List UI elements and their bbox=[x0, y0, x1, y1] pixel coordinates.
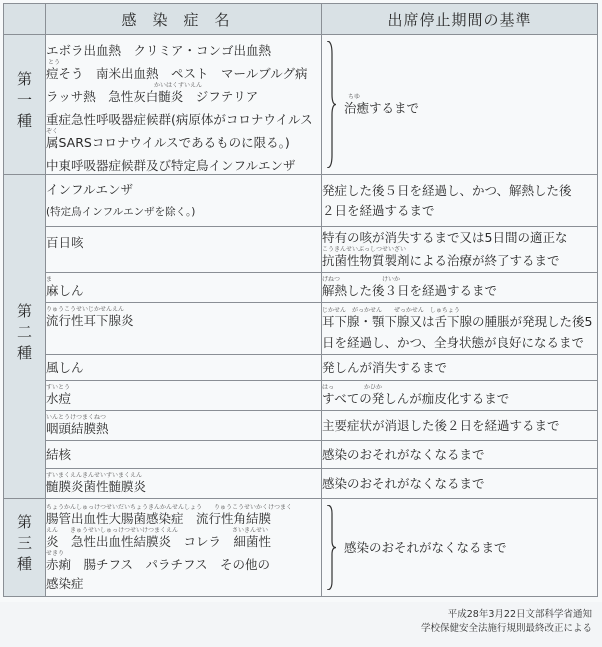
criteria-influenza: 発症した後５日を経過し、かつ、解熱した後 ２日を経過するまで bbox=[322, 175, 598, 227]
row-varicella bbox=[4, 381, 598, 411]
third-class-diseases: ちょうかんしゅっけつせいだいちょうきんかんせんしょう りゅうこうせいかくけつまく 腸管出血性大腸菌感染症 流行性角結膜 えん きゅうせいしゅっけつせいけつまくえん さいきんせい 炎 急性出血性結膜炎 コレラ 細菌性 せきり 赤痢 腸チフス パラチフス その他の 感染症 bbox=[46, 499, 322, 597]
disease-pertussis: 百日咳 bbox=[46, 227, 322, 273]
row-pertussis bbox=[4, 227, 598, 273]
header-disease: 感染症名 bbox=[46, 4, 322, 35]
row-meningococcal bbox=[4, 469, 598, 499]
row-tuberculosis bbox=[4, 441, 598, 469]
row-rubella bbox=[4, 355, 598, 381]
category-first: 第一種 bbox=[4, 35, 46, 175]
infection-table bbox=[3, 3, 598, 597]
disease-pharyngoconjunctival: いんとうけつまくねつ 咽頭結膜熱 bbox=[46, 411, 322, 441]
source-note-line1: 平成28年3月22日文部科学省通知 bbox=[447, 609, 592, 620]
first-class-criteria: ちゆ 治癒するまで bbox=[322, 35, 598, 175]
third-class-criteria-text: 感染のおそれがなくなるまで bbox=[344, 539, 507, 555]
criteria-rubella: 発しんが消失するまで bbox=[322, 355, 598, 381]
first-class-diseases: エボラ出血熱 クリミア・コンゴ出血熱 とう 痘そう 南米出血熱 ペスト マールブルグ病 かいはくずいえん ラッサ熱 急性灰白髄炎 ジフテリア 重症急性呼吸器症候群(病原体がコロナウイルス ぞく 属SARSコロナウイルスであるものに限る。) 中東呼吸器症候群及び特定鳥インフルエンザ bbox=[46, 35, 322, 175]
criteria-meningococcal: 感染のおそれがなくなるまで bbox=[322, 469, 598, 499]
first-class-criteria-text: 治癒するまで bbox=[344, 100, 420, 115]
source-note bbox=[421, 608, 592, 636]
criteria-measles: げねつ けいか 解熱した後３日を経過するまで bbox=[322, 273, 598, 303]
header-blank bbox=[4, 4, 46, 35]
criteria-pertussis: 特有の咳が消失するまで又は5日間の適正な こうきんせいぶっしつせいざい 抗菌性物質製剤による治療が終了するまで bbox=[322, 227, 598, 273]
source-note-line2: 学校保健安全法施行規則最終改正による bbox=[420, 623, 592, 634]
header-criteria: 出席停止期間の基準 bbox=[322, 4, 598, 35]
category-second: 第二種 bbox=[4, 175, 46, 499]
brace-icon bbox=[326, 41, 336, 168]
row-influenza bbox=[4, 175, 598, 227]
row-pharyngoconjunctival bbox=[4, 411, 598, 441]
brace-icon bbox=[326, 505, 336, 590]
criteria-pharyngoconjunctival: 主要症状が消退した後２日を経過するまで bbox=[322, 411, 598, 441]
row-third-class bbox=[4, 499, 598, 597]
disease-influenza: インフルエンザ (特定鳥インフルエンザを除く。) bbox=[46, 175, 322, 227]
third-class-criteria bbox=[322, 499, 598, 597]
criteria-varicella: はっ かひか すべての発しんが痂皮化するまで bbox=[322, 381, 598, 411]
header-row bbox=[4, 4, 598, 35]
row-mumps bbox=[4, 303, 598, 355]
criteria-mumps: じかせん がっかせん ぜっかせん しゅちょう 耳下腺・顎下腺又は舌下腺の腫脹が発現した後5 日を経過し、かつ、全身状態が良好になるまで bbox=[322, 303, 598, 355]
row-measles bbox=[4, 273, 598, 303]
disease-rubella: 風しん bbox=[46, 355, 322, 381]
category-third: 第三種 bbox=[4, 499, 46, 597]
disease-varicella: すいとう 水痘 bbox=[46, 381, 322, 411]
criteria-tuberculosis: 感染のおそれがなくなるまで bbox=[322, 441, 598, 469]
disease-tuberculosis: 結核 bbox=[46, 441, 322, 469]
disease-measles: ま 麻しん bbox=[46, 273, 322, 303]
disease-mumps: りゅうこうせいじかせんえん 流行性耳下腺炎 bbox=[46, 303, 322, 355]
disease-meningococcal: ずいまくえんきんせいずいまくえん 髄膜炎菌性髄膜炎 bbox=[46, 469, 322, 499]
row-first-class bbox=[4, 35, 598, 175]
